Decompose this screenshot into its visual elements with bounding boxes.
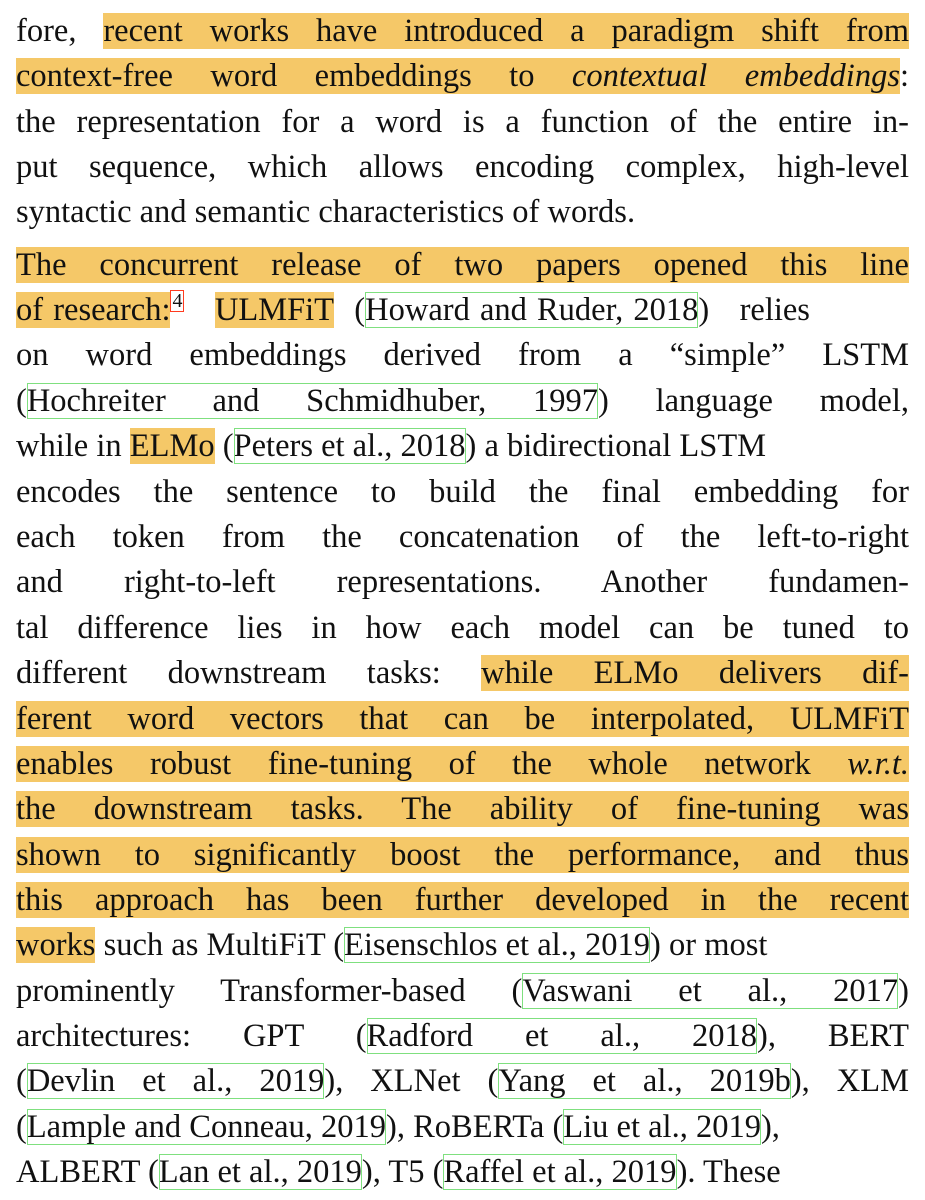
highlighted-text: context-free word embeddings to <box>16 58 572 94</box>
text-line <box>16 608 909 648</box>
text-run: each token from the concatenation of the left-to-right <box>16 519 909 555</box>
text-run: or most <box>660 927 768 963</box>
text-line <box>16 56 909 96</box>
text-run: , T5 <box>372 1154 433 1190</box>
highlighted-text: ferent word vectors that can be interpolated, ULMFiT <box>16 701 909 737</box>
text-run: encodes the sentence to build the final embedding for <box>16 474 909 510</box>
citation-link[interactable]: Hochreiter and Schmidhuber, 1997 <box>26 383 599 419</box>
text-line <box>16 835 909 875</box>
text-run: syntactic and semantic characteristics of words. <box>16 194 636 230</box>
model-name-highlight: ELMo <box>129 428 215 464</box>
citation-link[interactable]: Howard and Ruder, 2018 <box>365 292 699 328</box>
text-line: of research: $^4$ ULMFiT (Howard and Ruder, 2018) relies <box>16 290 810 328</box>
text-run: , XLM <box>801 1063 909 1099</box>
text-run: tal difference lies in how each model can be tuned to <box>16 610 909 646</box>
highlighted-text: enables robust fine-tuning of the whole network <box>16 746 848 782</box>
text-run: , BERT <box>767 1018 909 1054</box>
citation-link[interactable]: Devlin et al., 2019 <box>26 1063 325 1099</box>
text-run: , <box>771 1109 780 1145</box>
highlighted-text: The concurrent release of two papers opened this line <box>16 247 909 283</box>
text-run: , RoBERTa <box>396 1109 553 1145</box>
text-run: . These <box>687 1154 781 1190</box>
text-run: relies <box>739 292 810 328</box>
model-name-highlight: ULMFiT <box>214 292 335 328</box>
highlighted-italic-text: contextual embeddings <box>571 58 900 94</box>
highlighted-text: shown to significantly boost the performance, and thus <box>16 837 909 873</box>
highlighted-italic-text: w.r.t. <box>847 746 909 782</box>
text-line: (Devlin et al., 2019), XLNet (Yang et al., 2019b), XLM <box>16 1063 909 1099</box>
text-line: (Lample and Conneau, 2019), RoBERTa (Liu et al., 2019), <box>16 1109 780 1145</box>
citation-link[interactable]: Eisenschlos et al., 2019 <box>344 927 651 963</box>
footnote-link[interactable]: 4 <box>172 290 183 312</box>
text-line <box>16 192 909 232</box>
text-line <box>16 147 909 187</box>
text-run: put sequence, which allows encoding complex, high-level <box>16 149 909 185</box>
text-run: different downstream tasks: <box>16 655 482 691</box>
text-line <box>16 653 909 693</box>
text-run: prominently Transformer-based <box>16 973 512 1009</box>
highlighted-text: this approach has been further developed in the recent <box>16 882 909 918</box>
text-line <box>16 245 909 285</box>
text-line <box>16 699 909 739</box>
text-line <box>16 11 909 51</box>
highlighted-text: of research: <box>16 292 171 328</box>
text-run: : <box>899 58 909 94</box>
text-line: works such as MultiFiT (Eisenschlos et al., 2019) or most <box>16 927 768 963</box>
text-line: (Hochreiter and Schmidhuber, 1997) language model, <box>16 383 909 419</box>
text-line: while in ELMo (Peters et al., 2018) a bidirectional LSTM <box>16 428 767 464</box>
citation-link[interactable]: Lan et al., 2019 <box>158 1154 362 1190</box>
text-line: prominently Transformer-based (Vaswani et al., 2017) <box>16 973 909 1009</box>
text-run: language model, <box>655 383 909 419</box>
text-line <box>16 789 909 829</box>
citation-link[interactable]: Peters et al., 2018 <box>233 428 466 464</box>
highlighted-text: while ELMo delivers dif- <box>481 655 909 691</box>
text-line <box>16 744 909 784</box>
text-line <box>16 880 909 920</box>
citation-link[interactable]: Vaswani et al., 2017 <box>522 973 899 1009</box>
text-run: while in <box>16 428 130 464</box>
text-line <box>16 472 909 512</box>
text-line <box>16 562 909 602</box>
text-run: the representation for a word is a function of the entire in- <box>16 104 909 140</box>
text-line: ALBERT (Lan et al., 2019), T5 (Raffel et al., 2019). These <box>16 1154 781 1190</box>
text-line <box>16 102 909 142</box>
citation-link[interactable]: Raffel et al., 2019 <box>443 1154 677 1190</box>
text-run: ALBERT <box>16 1154 148 1190</box>
highlighted-text: recent works have introduced a paradigm shift from <box>103 13 909 49</box>
citation-link[interactable]: Liu et al., 2019 <box>563 1109 761 1145</box>
text-line <box>16 517 909 557</box>
text-run: a bidirectional LSTM <box>484 428 767 464</box>
text-run: and right-to-left representations. Another fundamen- <box>16 564 909 600</box>
citation-link[interactable]: Lample and Conneau, 2019 <box>26 1109 387 1145</box>
text-run: such as MultiFiT <box>95 927 334 963</box>
text-run: architectures: GPT <box>16 1018 356 1054</box>
text-line: architectures: GPT (Radford et al., 2018), BERT <box>16 1018 909 1054</box>
highlighted-text: the downstream tasks. The ability of fine-tuning was <box>16 791 909 827</box>
text-run: , XLNet <box>335 1063 488 1099</box>
citation-link[interactable]: Yang et al., 2019b <box>498 1063 791 1099</box>
text-run: fore, <box>16 13 104 49</box>
citation-link[interactable]: Radford et al., 2018 <box>366 1018 757 1054</box>
text-line <box>16 335 909 375</box>
text-run: on word embeddings derived from a “simple” LSTM <box>16 337 909 373</box>
highlighted-text: works <box>16 927 96 963</box>
